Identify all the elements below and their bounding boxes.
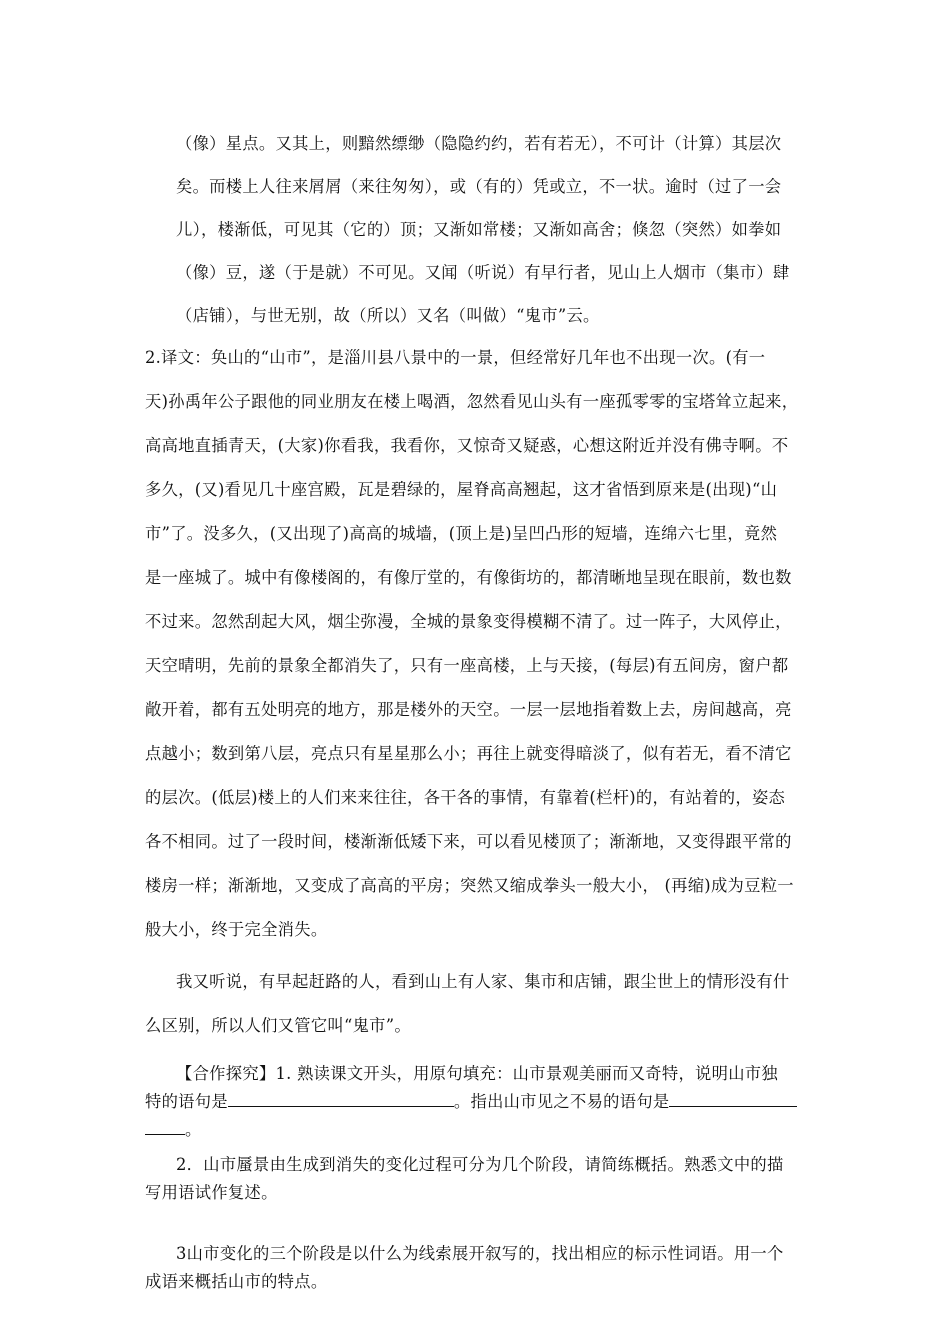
question-1-line bbox=[145, 1088, 797, 1112]
translation-line: 点越小；数到第八层，亮点只有星星那么小；再往上就变得暗淡了，似有若无，看不清它 bbox=[145, 744, 792, 763]
question-1-line bbox=[145, 1116, 202, 1140]
translation-line: 般大小，终于完全消失。 bbox=[145, 920, 328, 939]
answer-blank[interactable] bbox=[228, 1092, 454, 1107]
translation-line: 我又听说，有早起赶路的人，看到山上有人家、集市和店铺，跟尘世上的情形没有什 bbox=[176, 972, 790, 991]
question-3-line: 成语来概括山市的特点。 bbox=[145, 1272, 328, 1291]
original-line: 儿），楼渐低，可见其（它的）顶；又渐如常楼；又渐如高舍；倏忽（突然）如拳如 bbox=[176, 220, 782, 239]
translation-line: 2.译文：奂山的“山市”，是淄川县八景中的一景，但经常好几年也不出现一次。(有一 bbox=[145, 348, 766, 367]
original-line: （像）星点。又其上，则黯然缥缈（隐隐约约，若有若无），不可计（计算）其层次 bbox=[176, 134, 782, 153]
original-line: （像）豆，遂（于是就）不可见。又闻（听说）有早行者，见山上人烟市（集市）肆 bbox=[176, 263, 790, 282]
translation-line: 天空晴明，先前的景象全都消失了，只有一座高楼，上与天接，(每层)有五间房，窗户都 bbox=[145, 656, 789, 675]
translation-line: 敞开着，都有五处明亮的地方，那是楼外的天空。一层一层地指着数上去，房间越高，亮 bbox=[145, 700, 792, 719]
answer-blank[interactable] bbox=[669, 1092, 797, 1107]
original-line: （店铺），与世无别，故（所以）又名（叫做）“鬼市”云。 bbox=[176, 306, 600, 325]
question-1-text: 特的语句是 bbox=[145, 1092, 228, 1111]
translation-line: 天)孙禹年公子跟他的同业朋友在楼上喝酒，忽然看见山头有一座孤零零的宝塔耸立起来， bbox=[145, 392, 799, 411]
question-3-line: 3山市变化的三个阶段是以什么为线索展开叙写的，找出相应的标示性词语。用一个 bbox=[176, 1244, 784, 1263]
translation-line: 的层次。(低层)楼上的人们来来往往，各干各的事情，有靠着(栏杆)的，有站着的，姿态 bbox=[145, 788, 786, 807]
answer-blank[interactable] bbox=[145, 1120, 185, 1135]
original-line: 矣。而楼上人往来屑屑（来往匆匆），或（有的）凭或立，不一状。逾时（过了一会 bbox=[176, 177, 782, 196]
translation-line: 是一座城了。城中有像楼阁的，有像厅堂的，有像街坊的，都清晰地呈现在眼前，数也数 bbox=[145, 568, 792, 587]
question-1-line: 【合作探究】1. 熟读课文开头，用原句填充：山市景观美丽而又奇特，说明山市独 bbox=[176, 1064, 778, 1083]
translation-line: 不过来。忽然刮起大风，烟尘弥漫，全城的景象变得模糊不清了。过一阵子，大风停止， bbox=[145, 612, 792, 631]
translation-line: 么区别，所以人们又管它叫“鬼市”。 bbox=[145, 1016, 411, 1035]
translation-line: 楼房一样；渐渐地，又变成了高高的平房；突然又缩成拳头一般大小， (再缩)成为豆粒一 bbox=[145, 876, 794, 895]
question-1-text: 。 bbox=[185, 1120, 202, 1139]
question-2-line: 写用语试作复述。 bbox=[145, 1183, 278, 1202]
translation-line: 多久，(又)看见几十座宫殿，瓦是碧绿的，屋脊高高翘起，这才省悟到原来是(出现)“山 bbox=[145, 480, 778, 499]
translation-line: 高高地直插青天，(大家)你看我，我看你，又惊奇又疑惑，心想这附近并没有佛寺啊。不 bbox=[145, 436, 789, 455]
question-2-line: 2．山市蜃景由生成到消失的变化过程可分为几个阶段，请简练概括。熟悉文中的描 bbox=[176, 1155, 784, 1174]
translation-line: 各不相同。过了一段时间，楼渐渐低矮下来，可以看见楼顶了；渐渐地，又变得跟平常的 bbox=[145, 832, 792, 851]
translation-line: 市”了。没多久，(又出现了)高高的城墙，(顶上是)呈凹凸形的短墙，连绵六七里，竟然 bbox=[145, 524, 778, 543]
question-1-text: 。指出山市见之不易的语句是 bbox=[453, 1092, 670, 1111]
